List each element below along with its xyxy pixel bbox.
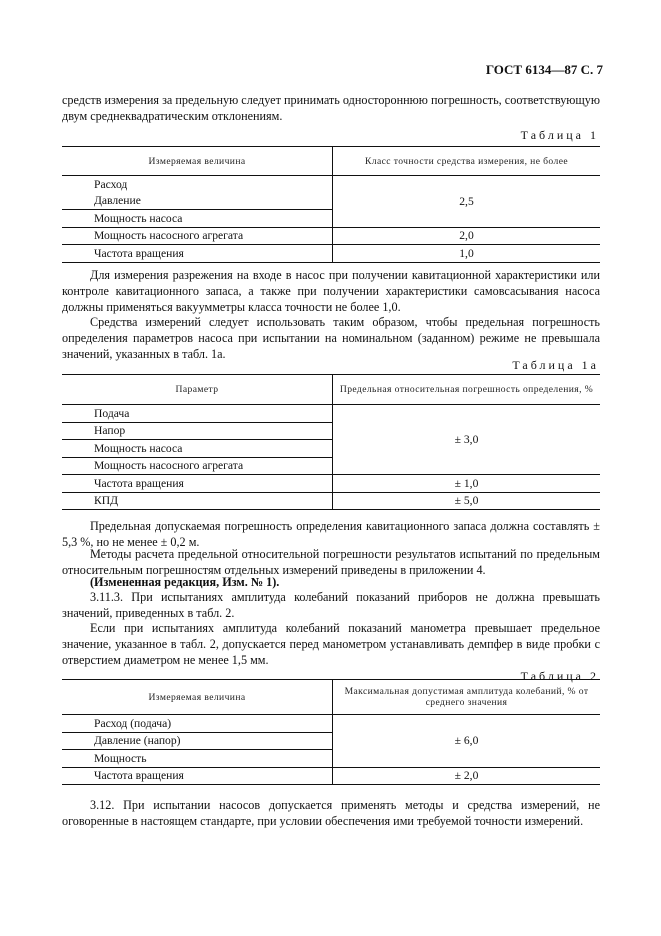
table-cell-value: ± 5,0 bbox=[333, 492, 601, 510]
table1a bbox=[62, 374, 600, 510]
table-row-label: Давление (напор) bbox=[62, 732, 333, 750]
table-row-label: Мощность насоса bbox=[94, 211, 183, 225]
paragraph-continuation: средств измерения за предельную следует принимать одностороннюю погрешность, соответствующую двум среднеквадратическим отклонениям. bbox=[62, 93, 600, 123]
paragraph-cavitation: Предельная допускаемая погрешность определения кавитационного запаса должна составлять ± 5,3 %, но не менее ± 0,2 м. bbox=[62, 519, 600, 549]
table-row-label: Частота вращения bbox=[62, 245, 333, 263]
page-header: ГОСТ 6134—87 С. 7 bbox=[485, 62, 603, 77]
table-cell-value: ± 1,0 bbox=[333, 475, 601, 493]
table-cell-value: 2,0 bbox=[333, 227, 601, 245]
table1-caption: Таблица 1 bbox=[520, 128, 599, 142]
paragraph-damper: Если при испытаниях амплитуда колебаний показаний манометра превышает предельное значение, указанное в табл. 2, допускается перед манометром устанавливать демпфер в виде пробки с отверстием диаметром не менее 1,5 мм. bbox=[62, 621, 600, 667]
table-cell-value: ± 6,0 bbox=[333, 715, 601, 768]
table-row-label: Мощность насосного агрегата bbox=[94, 459, 244, 473]
table-row-label: Расход bbox=[94, 177, 128, 191]
table-row-label: Давление bbox=[62, 193, 333, 210]
paragraph-3-11-3: 3.11.3. При испытаниях амплитуда колебаний показаний приборов не должна превышать значений, приведенных в табл. 2. bbox=[62, 590, 600, 620]
table-row-label: Расход (подача) bbox=[62, 715, 333, 733]
table-row-label: Мощность насоса bbox=[62, 440, 333, 458]
table-row-label: Мощность насосного агрегата bbox=[62, 227, 333, 245]
paragraph-vacuum: Для измерения разрежения на входе в насос при получении кавитационной характеристики или контроле кавитационного запаса, а также при получении характеристики самовсасывания насоса должны применяться вакуумметры класса точности не более 1,0. bbox=[62, 268, 600, 314]
table-row-label: Частота вращения bbox=[62, 767, 333, 785]
table2-caption: Таблица 2 bbox=[520, 669, 599, 683]
table1-header-col1: Измеряемая величина bbox=[62, 147, 333, 176]
table1a-header-col1: Параметр bbox=[62, 375, 333, 405]
table-row-label: Напор bbox=[62, 422, 333, 440]
table-row-label: Частота вращения bbox=[62, 475, 333, 493]
table-cell-value: ± 2,0 bbox=[333, 767, 601, 785]
table-row-label: КПД bbox=[62, 492, 333, 510]
table-cell-value: 1,0 bbox=[333, 245, 601, 263]
paragraph-methods: Методы расчета предельной относительной погрешности результатов испытаний по предельным относительным погрешностям отдельных измерений приведены в приложении 4. bbox=[62, 547, 600, 577]
table-cell-value: ± 3,0 bbox=[333, 405, 601, 475]
table-row-label: Мощность bbox=[62, 750, 333, 768]
paragraph-3-12: 3.12. При испытании насосов допускается применять методы и средства измерений, не оговоренные в настоящем стандарте, при условии обеспечения ими требуемой точности измерений. bbox=[62, 798, 600, 828]
paragraph-amendment: (Измененная редакция, Изм. № 1). bbox=[90, 575, 280, 589]
table1a-caption: Таблица 1а bbox=[512, 358, 599, 372]
table-row-label: Подача bbox=[94, 406, 130, 420]
table2 bbox=[62, 679, 600, 785]
table2-header-col2: Максимальная допустимая амплитуда колебаний, % от среднего значения bbox=[333, 680, 601, 715]
table2-header-col1: Измеряемая величина bbox=[62, 680, 333, 715]
table-cell-value: 2,5 bbox=[333, 176, 601, 228]
table1-header-col2: Класс точности средства измерения, не более bbox=[333, 147, 601, 176]
paragraph-measurement: Средства измерений следует использовать таким образом, чтобы предельная погрешность определения параметров насоса при испытании на номинальном (заданном) режиме не превышала значений, указанных в табл. 1а. bbox=[62, 315, 600, 361]
table1 bbox=[62, 146, 600, 263]
table1a-header-col2: Предельная относительная погрешность определения, % bbox=[333, 375, 601, 405]
